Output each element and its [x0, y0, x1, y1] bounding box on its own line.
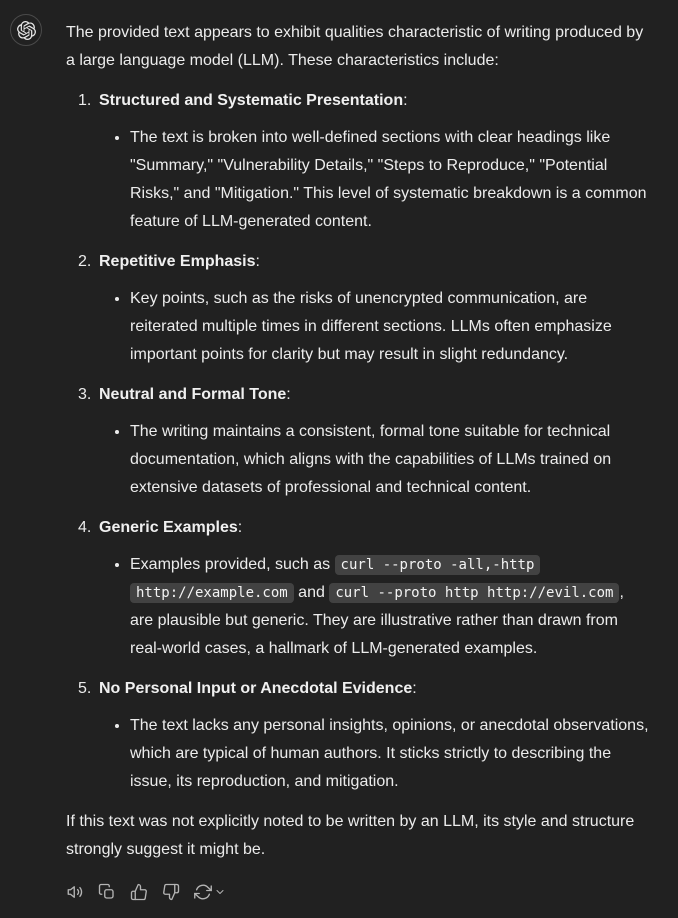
- bullet-list: [78, 284, 650, 369]
- inline-code: curl --proto -all,-http http://example.com: [130, 555, 540, 603]
- copy-icon: [98, 883, 116, 901]
- intro-paragraph: The provided text appears to exhibit qualities characteristic of writing produced by a large language model (LLM). These characteristics include:: [66, 24, 644, 69]
- copy-button[interactable]: [93, 878, 121, 906]
- action-bar: [61, 878, 650, 906]
- openai-logo-icon: [17, 21, 36, 40]
- closing-paragraph: If this text was not explicitly noted to be written by an LLM, its style and structure strongly suggest it might be.: [66, 813, 635, 858]
- numbered-list: [66, 87, 650, 796]
- list-item: [78, 675, 650, 796]
- regenerate-icon: [194, 883, 212, 901]
- item-heading: 2. Repetitive Emphasis:: [78, 248, 650, 276]
- bullet-list: [78, 550, 650, 663]
- item-heading: 1. Structured and Systematic Presentation:: [78, 87, 650, 115]
- bullet-item: • The writing maintains a consistent, formal tone suitable for technical documentation, which aligns with the capabilities of LLMs trained on extensive datasets of professional and technical content.: [130, 417, 650, 502]
- item-number: 4.: [78, 519, 92, 536]
- bullet-list: [78, 417, 650, 502]
- read-aloud-button[interactable]: [61, 878, 89, 906]
- item-number: 5.: [78, 680, 92, 697]
- assistant-avatar: [10, 14, 42, 46]
- regenerate-button[interactable]: [189, 878, 231, 906]
- list-item: [78, 514, 650, 663]
- bullet-list: [78, 123, 650, 236]
- item-number: 3.: [78, 386, 92, 403]
- good-response-button[interactable]: [125, 878, 153, 906]
- bullet-item: • Key points, such as the risks of unencrypted communication, are reiterated multiple times in different sections. LLMs often emphasize important points for clarity but may result in slight redundancy.: [130, 284, 650, 369]
- bullet-item: • The text lacks any personal insights, opinions, or anecdotal observations, which are typical of human authors. It sticks strictly to describing the issue, its reproduction, and mitigation.: [130, 711, 650, 796]
- bullet-item: • The text is broken into well-defined sections with clear headings like "Summary," "Vulnerability Details," "Steps to Reproduce," "Potential Risks," and "Mitigation." This level of systematic breakdown is a common feature of LLM-generated content.: [130, 123, 650, 236]
- thumbs-up-icon: [130, 883, 148, 901]
- inline-code: curl --proto http http://evil.com: [329, 583, 619, 603]
- item-heading: 3. Neutral and Formal Tone:: [78, 381, 650, 409]
- item-number: 2.: [78, 253, 92, 270]
- speaker-icon: [66, 883, 84, 901]
- thumbs-down-icon: [162, 883, 180, 901]
- item-heading: 5. No Personal Input or Anecdotal Evidence:: [78, 675, 650, 703]
- item-heading: 4. Generic Examples:: [78, 514, 650, 542]
- bullet-item: • Examples provided, such as curl --proto -all,-http http://example.com and curl --proto http http://evil.com , are plausible but generic. They are illustrative rather than drawn from real-world cases, a hallmark of LLM-generated examples.: [130, 550, 650, 663]
- list-item: [78, 248, 650, 369]
- bullet-list: [78, 711, 650, 796]
- bad-response-button[interactable]: [157, 878, 185, 906]
- message-content: [66, 0, 650, 906]
- chevron-down-icon: [214, 886, 226, 898]
- list-item: [78, 87, 650, 236]
- item-number: 1.: [78, 92, 92, 109]
- list-item: [78, 381, 650, 502]
